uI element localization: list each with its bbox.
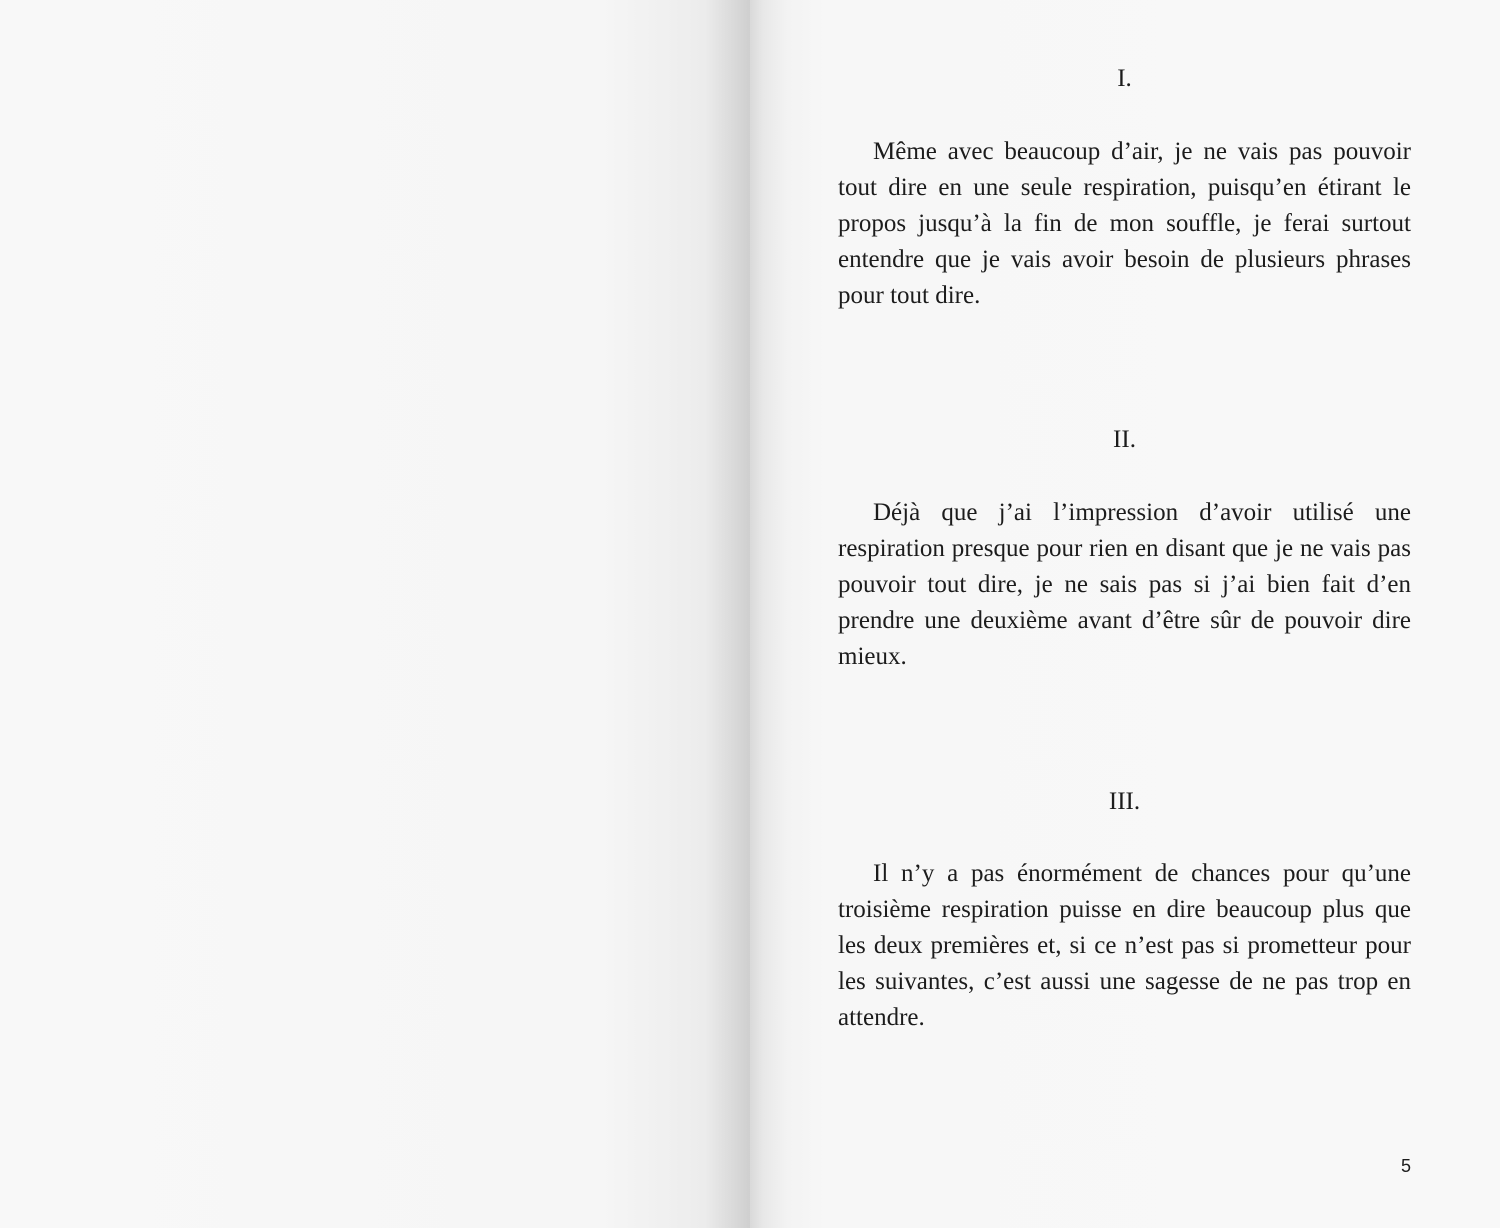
section-3-heading: III. xyxy=(1108,788,1141,815)
section-1-paragraph: Même avec beaucoup d’air, je ne vais pas pouvoir tout dire en une seule respiration, puisqu’en étirant le propos jusqu’à la fin de mon souffle, je ferai surtout entendre que je vais avoir besoin de plusieurs phrases pour tout dire. xyxy=(838,138,1411,309)
section-2-heading: II. xyxy=(1113,426,1136,453)
section-1-heading: I. xyxy=(1117,65,1132,92)
section-3-paragraph: Il n’y a pas énormément de chances pour qu’une troisième respiration puisse en dire beaucoup plus que les deux premières et, si ce n’est pas si prometteur pour les suivantes, c’est aussi une sagesse de ne pas trop en attendre. xyxy=(838,860,1411,1031)
section-2-paragraph: Déjà que j’ai l’impression d’avoir utilisé une respiration presque pour rien en disant que je ne vais pas pouvoir tout dire, je ne sais pas si j’ai bien fait d’en prendre une deuxième avant d’être sûr de pouvoir dire mieux. xyxy=(838,499,1411,670)
page-number: 5 xyxy=(1400,1156,1411,1176)
